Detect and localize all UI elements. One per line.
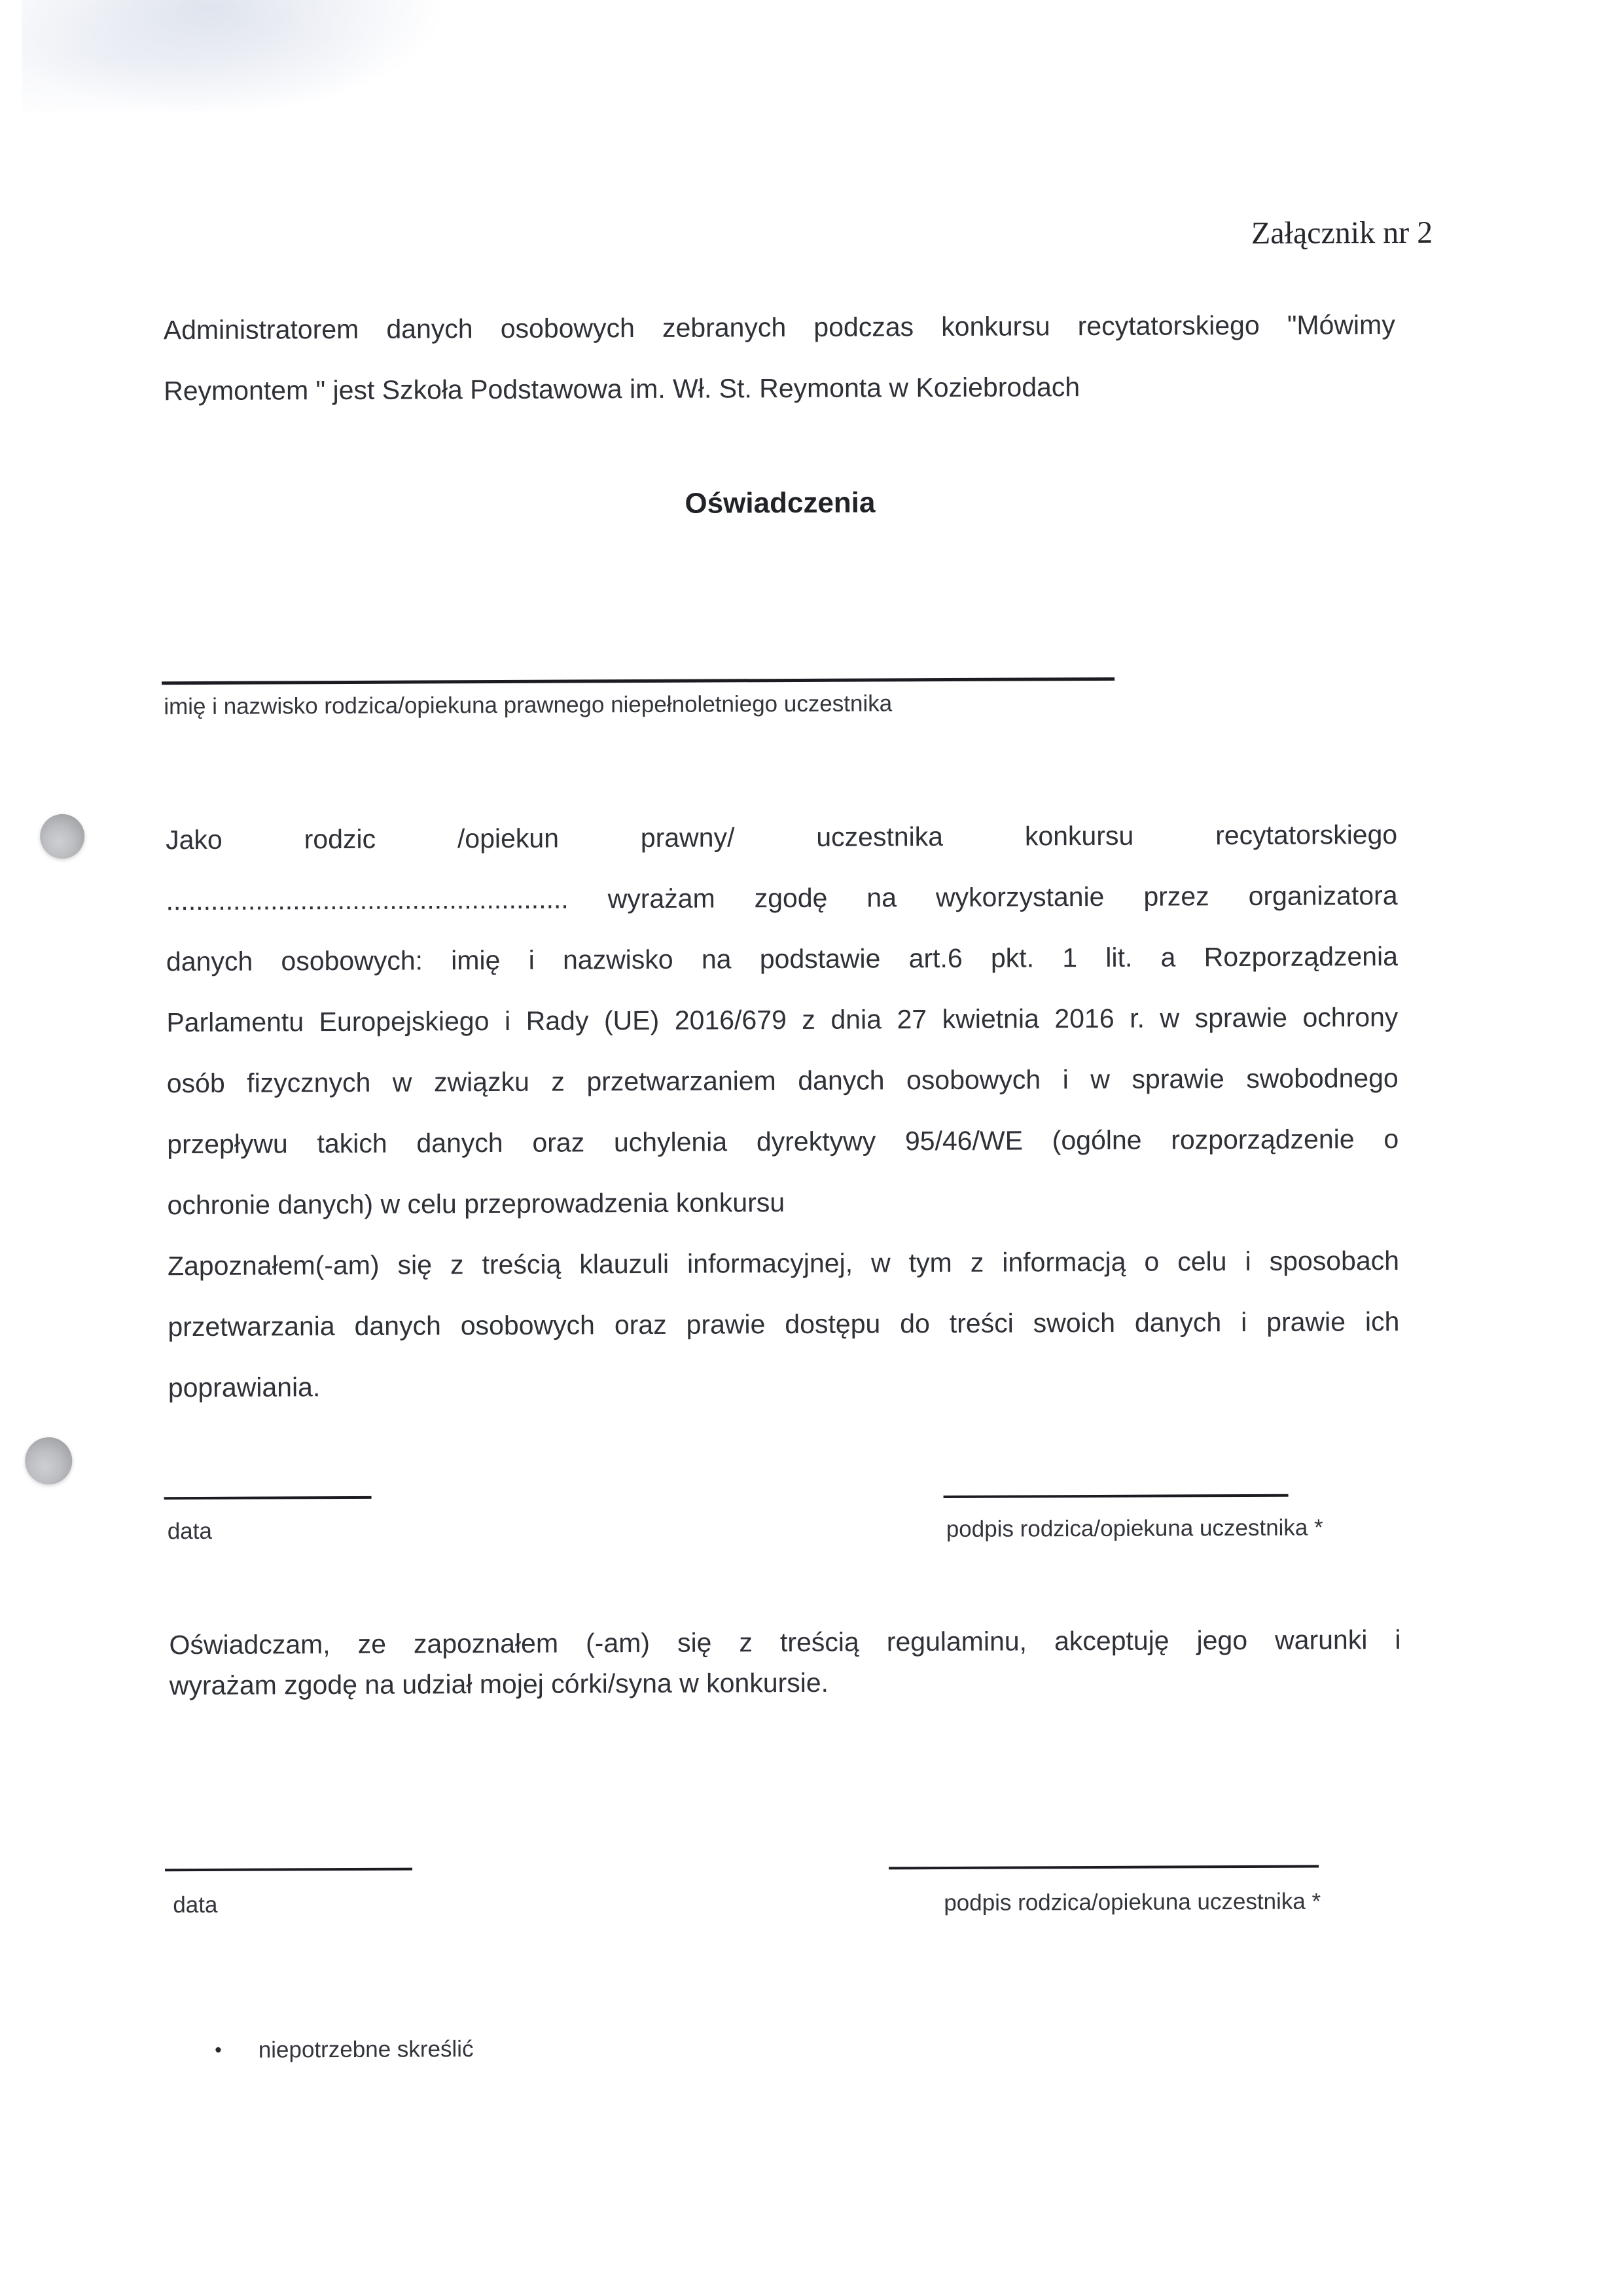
name-line-caption: imię i nazwisko rodzica/opiekuna prawnego niepełnoletniego uczestnika [164,691,893,720]
text-line: ochronie danych) w celu przeprowadzenia konkursu [167,1187,785,1221]
footnote-text: niepotrzebne skreślić [258,2036,474,2063]
text-line: Parlamentu Europejskiego i Rady (UE) 2016/679 z dnia 27 kwietnia 2016 r. w sprawie ochrony [166,1001,1399,1038]
hole-punch-mark [40,814,84,859]
text-line: przepływu takich danych oraz uchylenia dyrektywy 95/46/WE (ogólne rozporządzenie o [167,1123,1399,1160]
administrator-paragraph [164,295,1396,422]
text-line: Reymontem " jest Szkoła Podstawowa im. Wł. St. Reymonta w Koziebrodach [164,372,1080,406]
date-signature-line-1 [164,1496,372,1499]
text-line: danych osobowych: imię i nazwisko na podstawie art.6 pkt. 1 lit. a Rozporządzenia [166,941,1399,977]
parent-signature-line-2 [889,1865,1319,1870]
date-label-1: data [167,1518,213,1545]
footnote [215,2036,473,2064]
consent-paragraph [166,804,1399,1236]
date-label-2: data [173,1892,218,1918]
text-line: osób fizycznych w związku z przetwarzaniem danych osobowych i w sprawie swobodnego [166,1062,1399,1099]
text-line: Administratorem danych osobowych zebranych podczas konkursu recytatorskiego "Mówimy [163,309,1395,346]
info-clause-paragraph [168,1230,1400,1418]
declaration-paragraph [169,1619,1401,1706]
parent-signature-label-2: podpis rodzica/opiekuna uczestnika * [944,1888,1321,1916]
text-line: Oświadczam, ze zapoznałem (-am) się z treścią regulaminu, akceptuję jego warunki i [169,1624,1401,1660]
consent-body [166,804,1400,1418]
text-line: Zapoznałem(-am) się z treścią klauzuli informacyjnej, w tym z informacją o celu i sposobach [167,1245,1400,1282]
scan-noise-artifact [21,0,440,112]
parent-signature-label-1: podpis rodzica/opiekuna uczestnika * [946,1515,1323,1543]
parent-signature-line-1 [944,1494,1289,1498]
text-line: przetwarzania danych osobowych oraz prawie dostępu do treści swoich danych i prawie ich [168,1306,1400,1342]
name-signature-line [162,677,1115,685]
text-line: Jako rodzic /opiekun prawny/ uczestnika konkursu recytatorskiego [166,819,1398,855]
bullet-icon: • [215,2039,222,2061]
hole-punch-mark [25,1437,72,1484]
page-title: Oświadczenia [685,486,876,520]
text-line: ...................................................... wyrażam zgodę na wykorzystanie przez organizatora [166,880,1398,916]
attachment-number-label: Załącznik nr 2 [1251,215,1433,251]
text-line: wyrażam zgodę na udział mojej córki/syna w konkursie. [169,1667,829,1701]
text-line: poprawiania. [168,1372,321,1403]
date-signature-line-2 [165,1868,412,1872]
